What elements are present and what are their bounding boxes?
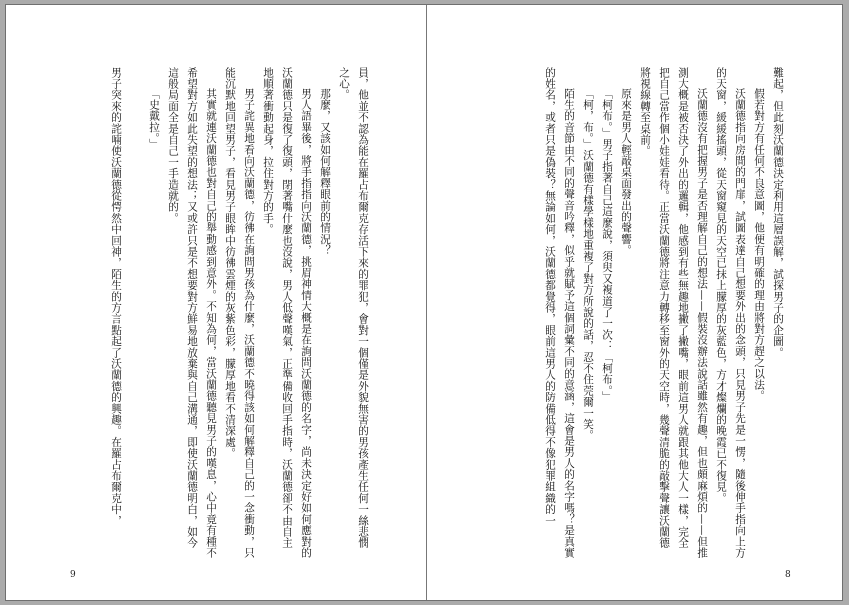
page-number: 9 (70, 570, 76, 580)
dialogue-paragraph: 「柯布。」男子指著自己這麼說，須臾又複道了一次：「柯布。」 (601, 88, 613, 403)
paragraph: 那麼，又該如何解釋眼前的情況？ (319, 88, 331, 257)
page-number: 8 (785, 570, 791, 580)
right-page-text (491, 67, 787, 559)
paragraph: 員，他並不認為能在羅占布爾克存活下來的罪犯，會對一個僅是外貌無害的男孩產生任何一絲悲憫之心。 (338, 67, 369, 549)
book-spread (5, 4, 843, 601)
right-page (427, 5, 842, 600)
paragraph: 男子詫異地看向沃蘭德，彷彿在詢問男孩為什麼，沃蘭德不曉得該如何解釋自己的一念衝動，只能沉默地回望男子，看見男子眼眸中彷彿雲煙的灰紫色彩，朦厚地看不清深處。 (224, 67, 255, 559)
left-page (6, 5, 426, 600)
paragraph: 男人語畢後，將手指指向沃蘭德，挑眉神情大概是在詢問沃蘭德的名字，尚未決定好如何應對的沃蘭德只是復了復頭，閉著嘴什麼也沒說，男人低聲嘆氣，正準備收回手指時，沃蘭德卻不由自主地順著衝動起身，拉住對方的手。 (262, 67, 312, 559)
paragraph: 男子突來的詫喃使沃蘭德從愕然中回神，陌生的方言點起了沃蘭德的興趣。在羅占布爾克中， (110, 67, 122, 527)
left-page-text (66, 67, 372, 559)
paragraph: 原來是男人輕敲桌面發出的聲響。 (620, 88, 632, 257)
paragraph: 假若對方有任何不良意圖，他便有明確的理由將對方趕之以法。 (753, 88, 765, 402)
paragraph: 沃蘭德指向房間的門扉，試圖表達自己想要外出的念頭，只見男子先是一愣，隨後伸手指向上方的天窗，緩緩搖頭，從天窗窺見的天空已抹上朦厚的灰藍色，方才燦爛的晚霞已不復見。 (715, 67, 746, 559)
paragraph: 沃蘭德沒有把握男子是否理解自己的想法——假裝沒辦法說話雖然有趣，但也頗麻煩的——但推測大概是被否決了外出的邏輯，他感到有些無趣地撇了撇嘴，眼前這男人就跟其他大人一樣，完全把自己當作個小娃娃看待。正當沃蘭德將注意力轉移至窗外的天空時，幾聲清脆的敲擊聲讓沃蘭德將視線轉至桌前。 (639, 67, 708, 559)
dialogue-line: 「史戴拉。」 (148, 88, 160, 151)
paragraph: 難起，但此刻沃蘭德決定利用這層誤解，試探男子的企圖。 (772, 67, 784, 359)
dialogue-paragraph: 「柯，布。」沃蘭德有樣學樣地重複了對方所說的話，忍不住莞爾一笑。 (582, 88, 594, 442)
paragraph: 陌生的音節由不同的聲音吟釋，似乎就賦予這個詞彙不同的意涵，這會是男人的名字嗎？是真實的姓名，或者只是偽裝？無論如何，沃蘭德都覺得，眼前這男人的防備低得不像犯罪組織的一 (544, 67, 575, 559)
paragraph: 其實就連沃蘭德也對自己的舉動感到意外。不知為何，當沃蘭德聽見男子的嘆息，心中竟有種不希望對方如此失望的想法；又或許只是不想要對方鮮易地放棄與自己溝通，即使沃蘭德明白，如今這般局面全是自己一手造就的。 (167, 67, 217, 559)
